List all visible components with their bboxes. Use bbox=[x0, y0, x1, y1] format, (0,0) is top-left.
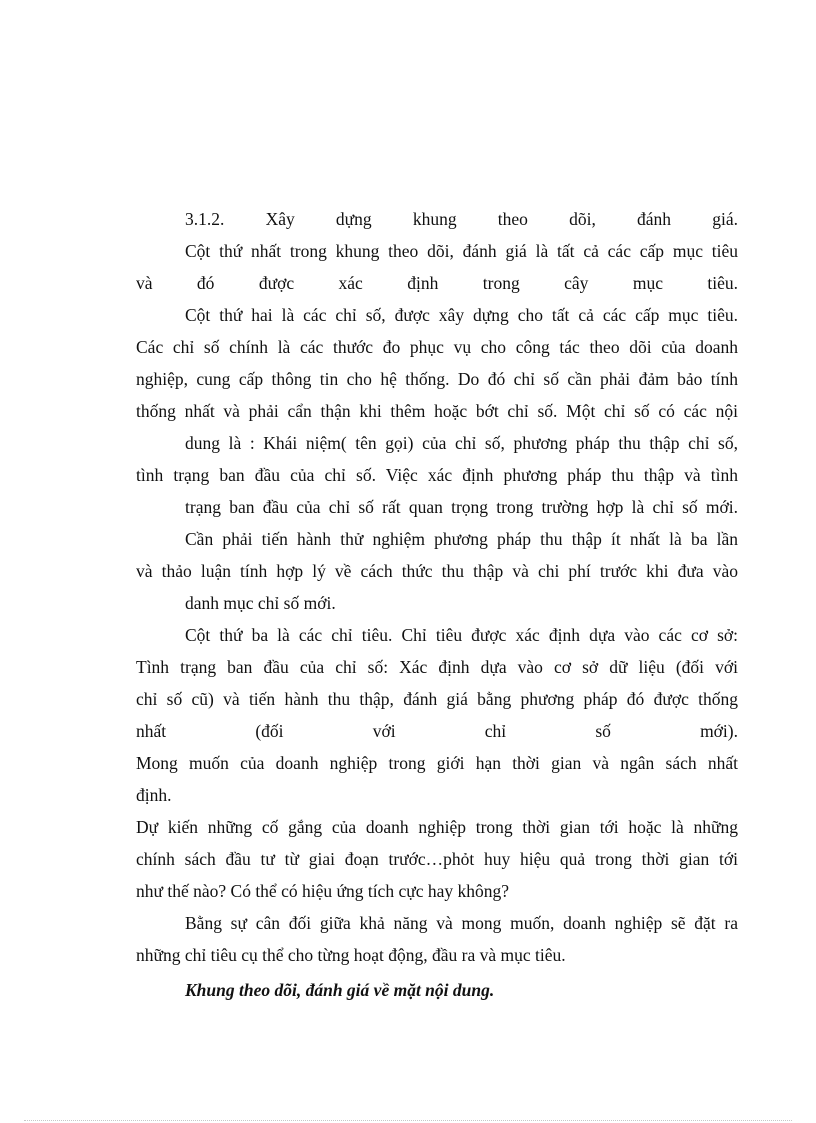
paragraph-line: tình trạng ban đầu của chỉ số. Việc xác định phương pháp thu thập và tình bbox=[136, 465, 738, 485]
paragraph-line: và đó được xác định trong cây mục tiêu. bbox=[136, 273, 738, 293]
paragraph-line: định. bbox=[136, 785, 172, 805]
paragraph-line: chỉ số cũ) và tiến hành thu thập, đánh giá bằng phương pháp đó được thống bbox=[136, 689, 738, 709]
paragraph-line: dung là : Khái niệm( tên gọi) của chỉ số, phương pháp thu thập chỉ số, bbox=[185, 433, 738, 453]
paragraph-line: nghiệp, cung cấp thông tin cho hệ thống. Do đó chỉ số cần phải đảm bảo tính bbox=[136, 369, 738, 389]
paragraph-line: như thế nào? Có thể có hiệu ứng tích cực hay không? bbox=[136, 881, 510, 901]
paragraph-line: nhất (đối với chỉ số mới). bbox=[136, 721, 738, 741]
paragraph-line: trạng ban đầu của chỉ số rất quan trọng trong trường hợp là chỉ số mới. bbox=[185, 497, 738, 517]
paragraph-line: và thảo luận tính hợp lý về cách thức thu thập và chi phí trước khi đưa vào bbox=[136, 561, 738, 581]
paragraph-line: Các chỉ số chính là các thước đo phục vụ cho công tác theo dõi của doanh bbox=[136, 337, 738, 357]
paragraph-line: thống nhất và phải cẩn thận khi thêm hoặc bớt chỉ số. Một chỉ số có các nội bbox=[136, 401, 738, 421]
paragraph-line: những chỉ tiêu cụ thể cho từng hoạt động, đầu ra và mục tiêu. bbox=[136, 945, 566, 965]
paragraph-line: chính sách đầu tư từ giai đoạn trước…phỏt huy hiệu quả trong thời gian tới bbox=[136, 849, 738, 869]
paragraph-line: Tình trạng ban đầu của chỉ số: Xác định dựa vào cơ sở dữ liệu (đối với bbox=[136, 657, 738, 677]
paragraph-line: Cột thứ hai là các chỉ số, được xây dựng cho tất cả các cấp mục tiêu. bbox=[185, 305, 738, 325]
subheading-bold-italic: Khung theo dõi, đánh giá về mặt nội dung. bbox=[185, 980, 495, 1000]
paragraph-line: danh mục chỉ số mới. bbox=[185, 593, 336, 613]
paragraph-line: Bằng sự cân đối giữa khả năng và mong muốn, doanh nghiệp sẽ đặt ra bbox=[185, 913, 738, 933]
page-bottom-divider bbox=[24, 1120, 792, 1121]
paragraph-line: Cần phải tiến hành thử nghiệm phương pháp thu thập ít nhất là ba lần bbox=[185, 529, 738, 549]
paragraph-line: Dự kiến những cố gắng của doanh nghiệp trong thời gian tới hoặc là những bbox=[136, 817, 738, 837]
paragraph-line: Cột thứ ba là các chỉ tiêu. Chỉ tiêu được xác định dựa vào các cơ sở: bbox=[185, 625, 738, 645]
paragraph-line: Mong muốn của doanh nghiệp trong giới hạn thời gian và ngân sách nhất bbox=[136, 753, 738, 773]
paragraph-line: Cột thứ nhất trong khung theo dõi, đánh giá là tất cả các cấp mục tiêu bbox=[185, 241, 738, 261]
section-heading: 3.1.2. Xây dựng khung theo dõi, đánh giá. bbox=[185, 209, 738, 229]
